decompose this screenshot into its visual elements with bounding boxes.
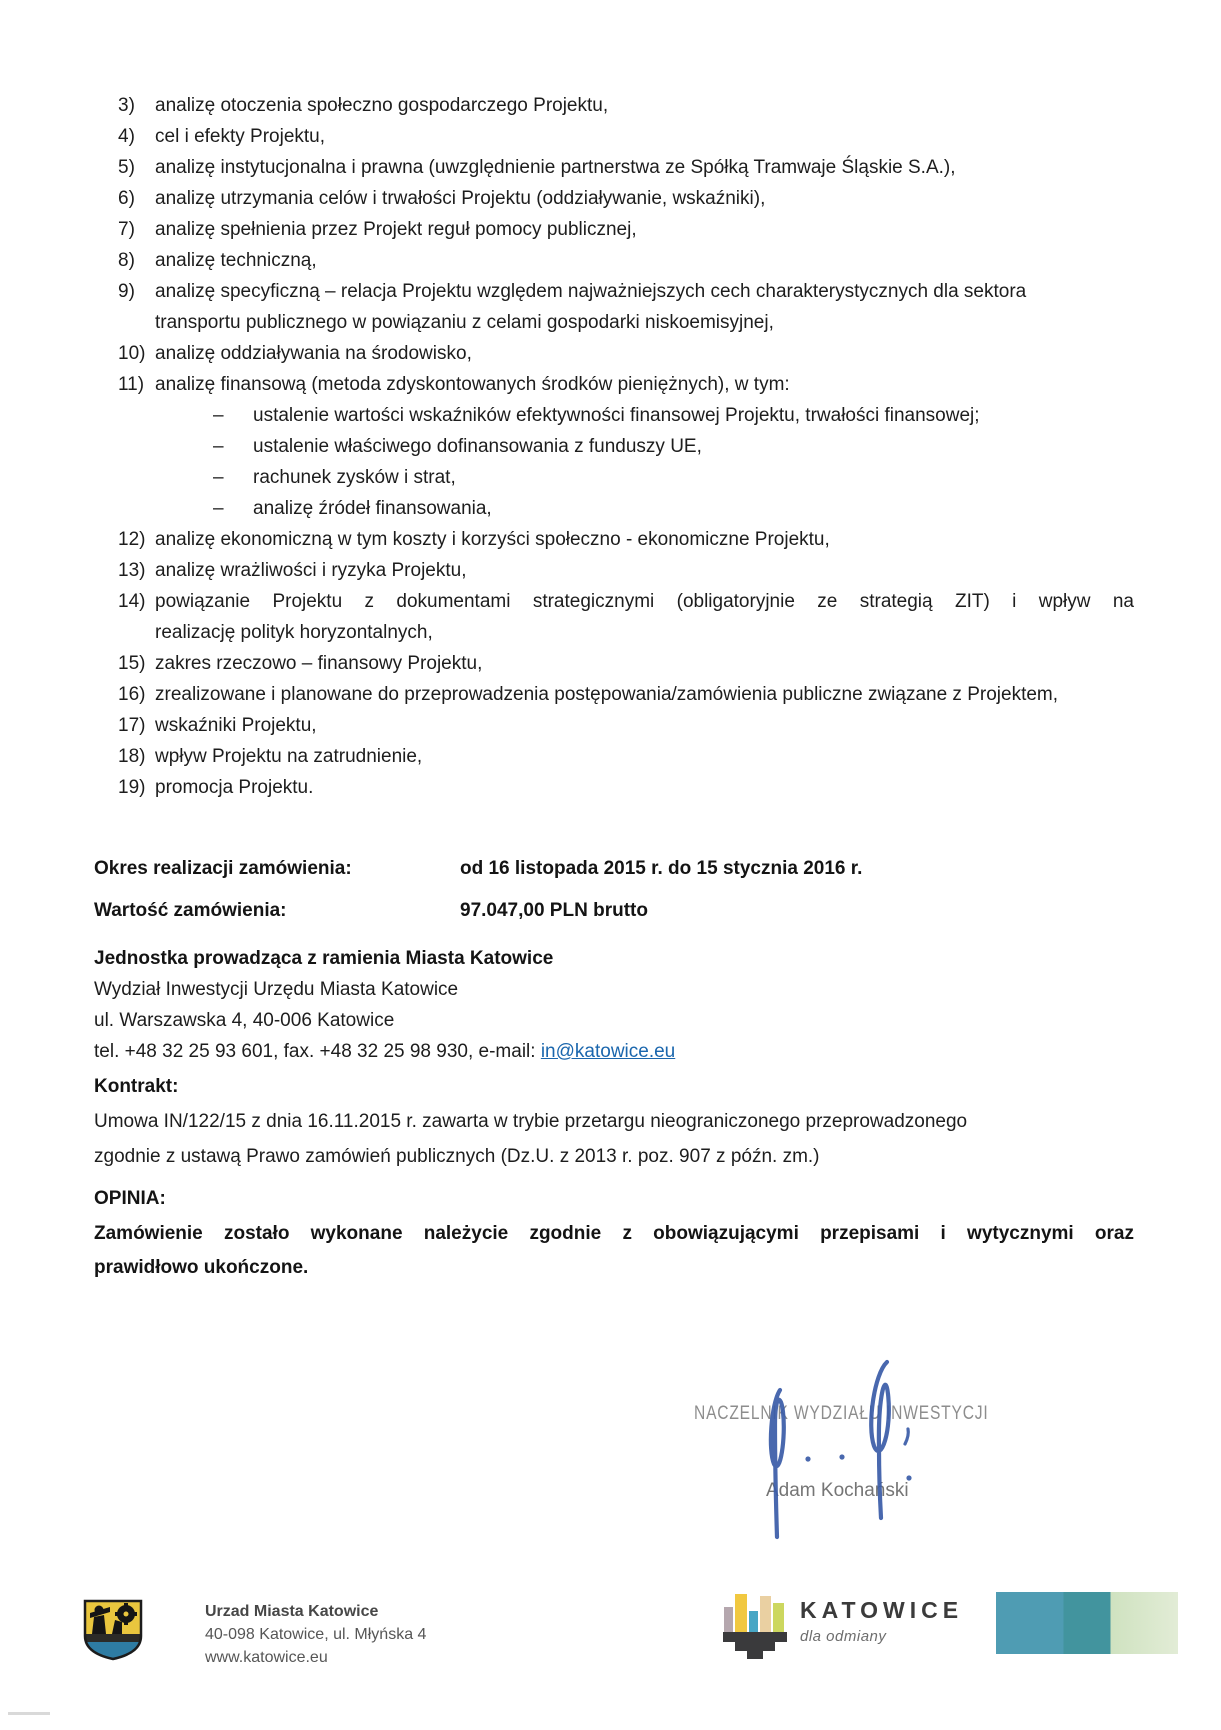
scan-artifact	[8, 1712, 50, 1715]
list-item-text-line: powiązanie Projektu z dokumentami strategicznymi (obligatoryjnie ze strategią ZIT) i wpływ na	[155, 591, 1134, 612]
list-item	[94, 679, 1134, 710]
list-item-text: analizę instytucjonalna i prawna (uwzględnienie partnerstwa ze Spółką Tramwaje Śląskie S.A.),	[155, 157, 956, 178]
katowice-logo-mark-icon	[722, 1592, 788, 1665]
contract-line: Umowa IN/122/15 z dnia 16.11.2015 r. zawarta w trybie przetargu nieograniczonego przeprowadzonego	[94, 1111, 968, 1132]
list-item-number: 15)	[118, 653, 146, 674]
unit-line: ul. Warszawska 4, 40-006 Katowice	[94, 1010, 395, 1031]
list-subitem-text: ustalenie wartości wskaźników efektywności finansowej Projektu, trwałości finansowej;	[253, 405, 980, 426]
footer-org-address: 40-098 Katowice, ul. Młyńska 4	[205, 1626, 427, 1643]
list-item	[94, 338, 1134, 369]
list-item	[94, 369, 1134, 400]
opinion-line: prawidłowo ukończone.	[94, 1257, 309, 1278]
dash-bullet: –	[213, 467, 224, 488]
list-item-number: 14)	[118, 591, 146, 612]
contract-paragraph	[94, 1104, 1134, 1174]
list-item	[94, 710, 1134, 741]
list-item-number: 16)	[118, 684, 146, 705]
list-item-number: 7)	[118, 219, 135, 240]
list-item	[94, 152, 1134, 183]
list-item-text: wskaźniki Projektu,	[155, 715, 317, 736]
opinion-paragraph	[94, 1217, 1134, 1285]
dash-bullet: –	[213, 405, 224, 426]
stamp-name: Adam Kochański	[766, 1480, 909, 1501]
list-subitem	[94, 431, 1134, 462]
list-subitem-text: ustalenie właściwego dofinansowania z funduszy UE,	[253, 436, 702, 457]
list-item-number: 13)	[118, 560, 146, 581]
list-item	[94, 214, 1134, 245]
list-item	[94, 183, 1134, 214]
list-subitem	[94, 462, 1134, 493]
dash-bullet: –	[213, 498, 224, 519]
katowice-wordmark	[800, 1597, 963, 1645]
list-item-number: 11)	[118, 374, 145, 395]
order-value-label: Wartość zamówienia:	[94, 900, 287, 921]
list-item-text-line: transportu publicznego w powiązaniu z celami gospodarki niskoemisyjnej,	[155, 312, 774, 333]
opinion-line: Zamówienie zostało wykonane należycie zgodnie z obowiązującymi przepisami i wytycznymi oraz	[94, 1223, 1134, 1244]
footer-org-name: Urzad Miasta Katowice	[205, 1603, 379, 1620]
contract-line: zgodnie z ustawą Prawo zamówień publicznych (Dz.U. z 2013 r. poz. 907 z późn. zm.)	[94, 1146, 820, 1167]
opinion-heading: OPINIA:	[94, 1188, 166, 1209]
order-period-row	[94, 853, 1134, 884]
list-subitem-text: analizę źródeł finansowania,	[253, 498, 492, 519]
list-item-number: 19)	[118, 777, 146, 798]
list-item-number: 9)	[118, 281, 135, 302]
list-item-text: analizę techniczną,	[155, 250, 317, 271]
contact-text: tel. +48 32 25 93 601, fax. +48 32 25 98 930, e-mail:	[94, 1041, 541, 1062]
list-item-text: analizę ekonomiczną w tym koszty i korzyści społeczno - ekonomiczne Projektu,	[155, 529, 830, 550]
list-item	[94, 648, 1134, 679]
signature-area	[620, 1330, 1100, 1590]
list-item-number: 6)	[118, 188, 135, 209]
list-item	[94, 90, 1134, 121]
order-value-row	[94, 895, 1134, 926]
unit-heading: Jednostka prowadząca z ramienia Miasta Katowice	[94, 948, 554, 969]
brand-name: KATOWICE	[800, 1597, 964, 1623]
footer-address-block	[205, 1600, 426, 1669]
list-item-number: 17)	[118, 715, 146, 736]
list-item	[94, 555, 1134, 586]
list-item-text: analizę spełnienia przez Projekt reguł pomocy publicznej,	[155, 219, 637, 240]
brand-tagline: dla odmiany	[800, 1628, 887, 1645]
list-item	[94, 586, 1134, 648]
list-item-number: 12)	[118, 529, 146, 550]
list-item-number: 3)	[118, 95, 135, 116]
unit-line: Wydział Inwestycji Urzędu Miasta Katowice	[94, 979, 459, 1000]
contract-heading: Kontrakt:	[94, 1076, 179, 1097]
order-period-label: Okres realizacji zamówienia:	[94, 858, 352, 879]
list-item-text-line: analizę specyficzną – relacja Projektu względem najważniejszych cech charakterystycznych dla sektora	[155, 281, 1027, 302]
order-period-value: od 16 listopada 2015 r. do 15 stycznia 2016 r.	[460, 858, 863, 879]
list-item	[94, 245, 1134, 276]
list-item-text-line: realizację polityk horyzontalnych,	[155, 622, 433, 643]
list-item-text: analizę wrażliwości i ryzyka Projektu,	[155, 560, 467, 581]
list-item-text: cel i efekty Projektu,	[155, 126, 326, 147]
list-item-number: 18)	[118, 746, 146, 767]
stamp-title: NACZELNIK WYDZIAŁU INWESTYCJI	[694, 1402, 989, 1424]
list-subitem	[94, 493, 1134, 524]
list-item-number: 5)	[118, 157, 135, 178]
list-item-text: analizę finansową (metoda zdyskontowanych środków pieniężnych), w tym:	[155, 374, 790, 395]
list-item-number: 8)	[118, 250, 135, 271]
list-item-text	[155, 586, 1134, 648]
city-crest-icon	[82, 1598, 144, 1667]
order-value-value: 97.047,00 PLN brutto	[460, 900, 648, 921]
list-item-number: 10)	[118, 343, 146, 364]
list-item-text: wpływ Projektu na zatrudnienie,	[155, 746, 423, 767]
list-item-text	[155, 276, 1134, 338]
list-item	[94, 524, 1134, 555]
list-item	[94, 772, 1134, 803]
footer-org-website[interactable]: www.katowice.eu	[205, 1649, 328, 1666]
list-item-text: analizę utrzymania celów i trwałości Projektu (oddziaływanie, wskaźniki),	[155, 188, 766, 209]
handwritten-signature-icon	[620, 1330, 1100, 1590]
list-subitem	[94, 400, 1134, 431]
list-subitem-text: rachunek zysków i strat,	[253, 467, 456, 488]
document-body	[94, 90, 1134, 1285]
list-item-text: promocja Projektu.	[155, 777, 314, 798]
list-item-text: zakres rzeczowo – finansowy Projektu,	[155, 653, 483, 674]
list-item	[94, 741, 1134, 772]
list-item-text: analizę oddziaływania na środowisko,	[155, 343, 472, 364]
contact-line	[94, 1036, 1134, 1067]
teal-gradient-bar-icon	[996, 1592, 1178, 1654]
list-item	[94, 121, 1134, 152]
list-item-number: 4)	[118, 126, 135, 147]
dash-bullet: –	[213, 436, 224, 457]
list-item-text: zrealizowane i planowane do przeprowadzenia postępowania/zamówienia publiczne związane z Projektem,	[155, 684, 1059, 705]
list-item-text: analizę otoczenia społeczno gospodarczego Projektu,	[155, 95, 609, 116]
list-item	[94, 276, 1134, 338]
email-link[interactable]: in@katowice.eu	[540, 1041, 676, 1062]
